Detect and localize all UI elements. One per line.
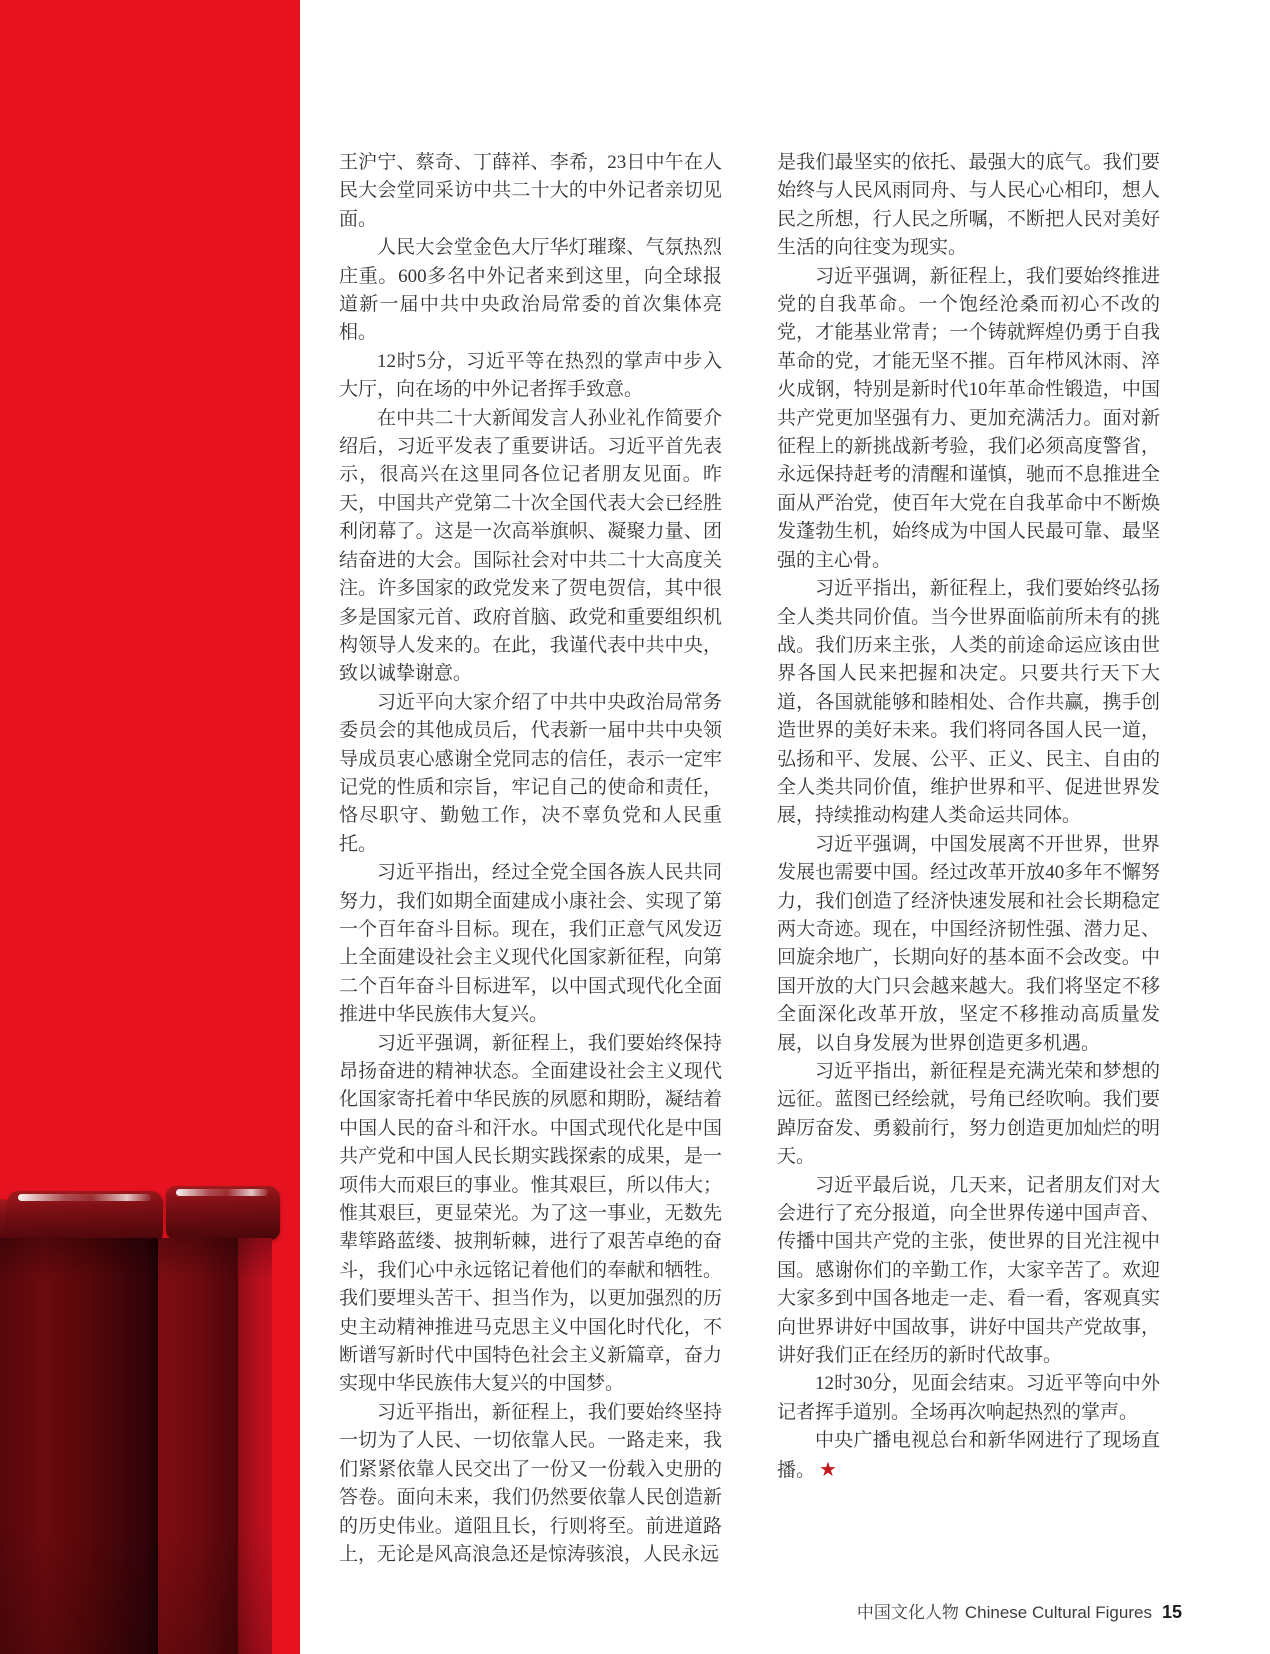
article-paragraph: 习近平指出，经过全党全国各族人民共同努力，我们如期全面建成小康社会、实现了第一个百年奋斗目标。现在，我们正意气风发迈上全面建设社会主义现代化国家新征程，向第二个百年奋斗目标进军，以中国式现代化全面推进中华民族伟大复兴。 [339,862,722,1026]
paragraph-text: 中央广播电视总台和新华网进行了现场直播。 [777,1430,1160,1481]
article-paragraph: 习近平强调，中国发展离不开世界，世界发展也需要中国。经过改革开放40多年不懈努力，我们创造了经济快速发展和社会长期稳定两大奇迹。现在，中国经济韧性强、潜力足、回旋余地广，长期向好的基本面不会改变。中国开放的大门只会越来越大。我们将坚定不移全面深化改革开放，坚定不移推动高质量发展，以自身发展为世界创造更多机遇。 [777,833,1160,1054]
article-paragraph: 习近平强调，新征程上，我们要始终保持昂扬奋进的精神状态。全面建设社会主义现代化国家寄托着中华民族的夙愿和期盼，凝结着中国人民的奋斗和汗水。中国式现代化是中国共产党和中国人民长期实践探索的成果，是一项伟大而艰巨的事业。惟其艰巨，所以伟大；惟其艰巨，更显荣光。为了这一事业，无数先辈筚路蓝缕、披荆斩棘，进行了艰苦卓绝的奋斗，我们心中永远铭记着他们的奉献和牺牲。我们要埋头苦干、担当作为，以更加强烈的历史主动精神推进马克思主义中国化时代化，不断谱写新时代中国特色社会主义新篇章，奋力实现中华民族伟大复兴的中国梦。 [339,1032,722,1395]
seat-back-top-left [8,1191,163,1243]
end-of-article-star-icon: ★ [819,1458,837,1481]
seat-back-top-right [166,1186,280,1240]
article-paragraph: 习近平最后说，几天来，记者朋友们对大会进行了充分报道，向全世界传递中国声音、传播中国共产党的主张，使世界的目光注视中国。感谢你们的辛勤工作，大家辛苦了。欢迎大家多到中国各地走一走、看一看，客观真实向世界讲好中国故事，讲好中国共产党故事，讲好我们正在经历的新时代故事。 [777,1174,1160,1367]
page-footer [0,1598,1182,1623]
gloss-highlight [176,1189,268,1196]
article-paragraph: 在中共二十大新闻发言人孙业礼作简要介绍后，习近平发表了重要讲话。习近平首先表示，很高兴在这里同各位记者朋友见面。昨天，中国共产党第二十次全国代表大会已经胜利闭幕了。这是一次高举旗帜、凝聚力量、团结奋进的大会。国际社会对中共二十大高度关注。许多国家的政党发来了贺电贺信，其中很多是国家元首、政府首脑、政党和重要组织机构领导人发来的。在此，我谨代表中共中央，致以诚挚谢意。 [339,407,722,685]
article-paragraph [777,1427,1160,1485]
seat-post-shading [0,1238,272,1654]
article-paragraph: 习近平向大家介绍了中共中央政治局常务委员会的其他成员后，代表新一届中共中央领导成员衷心感谢全党同志的信任，表示一定牢记党的性质和宗旨，牢记自己的使命和责任，恪尽职守、勤勉工作，决不辜负党和人民重托。 [339,691,722,855]
article-paragraph: 习近平指出，新征程上，我们要始终坚持一切为了人民、一切依靠人民。一路走来，我们紧紧依靠人民交出了一份又一份载入史册的答卷。面向未来，我们仍然要依靠人民创造新的历史伟业。道阻且长，行则将至。前进道路上，无论是风高浪急还是惊涛骇浪，人民永远 [339,1401,722,1565]
article-paragraph: 王沪宁、蔡奇、丁薛祥、李希，23日中午在人民大会堂同采访中共二十大的中外记者亲切见面。 [339,152,722,230]
article-column-2 [777,149,1160,1485]
article-paragraph: 12时5分，习近平等在热烈的掌声中步入大厅，向在场的中外记者挥手致意。 [339,350,722,401]
footer-magazine-title-en: Chinese Cultural Figures [964,1603,1152,1622]
article-column-1 [339,149,722,1569]
article-paragraph: 是我们最坚实的依托、最强大的底气。我们要始终与人民风雨同舟、与人民心心相印，想人民之所想，行人民之所嘱，不断把人民对美好生活的向往变为现实。 [777,152,1160,259]
gloss-highlight [18,1194,151,1201]
article-paragraph: 12时30分，见面会结束。习近平等向中外记者挥手道别。全场再次响起热烈的掌声。 [777,1373,1160,1423]
article-paragraph: 人民大会堂金色大厅华灯璀璨、气氛热烈庄重。600多名中外记者来到这里，向全球报道新一届中共中央政治局常委的首次集体亮相。 [339,237,722,344]
page-number: 15 [1161,1602,1182,1622]
footer-magazine-title-zh: 中国文化人物 [856,1603,959,1622]
seat-back-posts [0,1238,300,1654]
article-paragraph: 习近平指出，新征程上，我们要始终弘扬全人类共同价值。当今世界面临前所未有的挑战。我们历来主张，人类的前途命运应该由世界各国人民来把握和决定。只要共行天下大道，各国就能够和睦相处、合作共赢，携手创造世界的美好未来。我们将同各国人民一道，弘扬和平、发展、公平、正义、民主、自由的全人类共同价值，维护世界和平、促进世界发展，持续推动构建人类命运共同体。 [777,578,1160,827]
article-paragraph: 习近平指出，新征程是充满光荣和梦想的远征。蓝图已经绘就，号角已经吹响。我们要踔厉奋发、勇毅前行，努力创造更加灿烂的明天。 [777,1061,1160,1168]
red-photo-strip [0,0,300,1654]
article-paragraph: 习近平强调，新征程上，我们要始终推进党的自我革命。一个饱经沧桑而初心不改的党，才能基业常青；一个铸就辉煌仍勇于自我革命的党，才能无坚不摧。百年栉风沐雨、淬火成钢，特别是新时代10年革命性锻造，中国共产党更加坚强有力、更加充满活力。面对新征程上的新挑战新考验，我们必须高度警省，永远保持赶考的清醒和谨慎，驰而不息推进全面从严治党，使百年大党在自我革命中不断焕发蓬勃生机，始终成为中国人民最可靠、最坚强的主心骨。 [777,265,1160,571]
